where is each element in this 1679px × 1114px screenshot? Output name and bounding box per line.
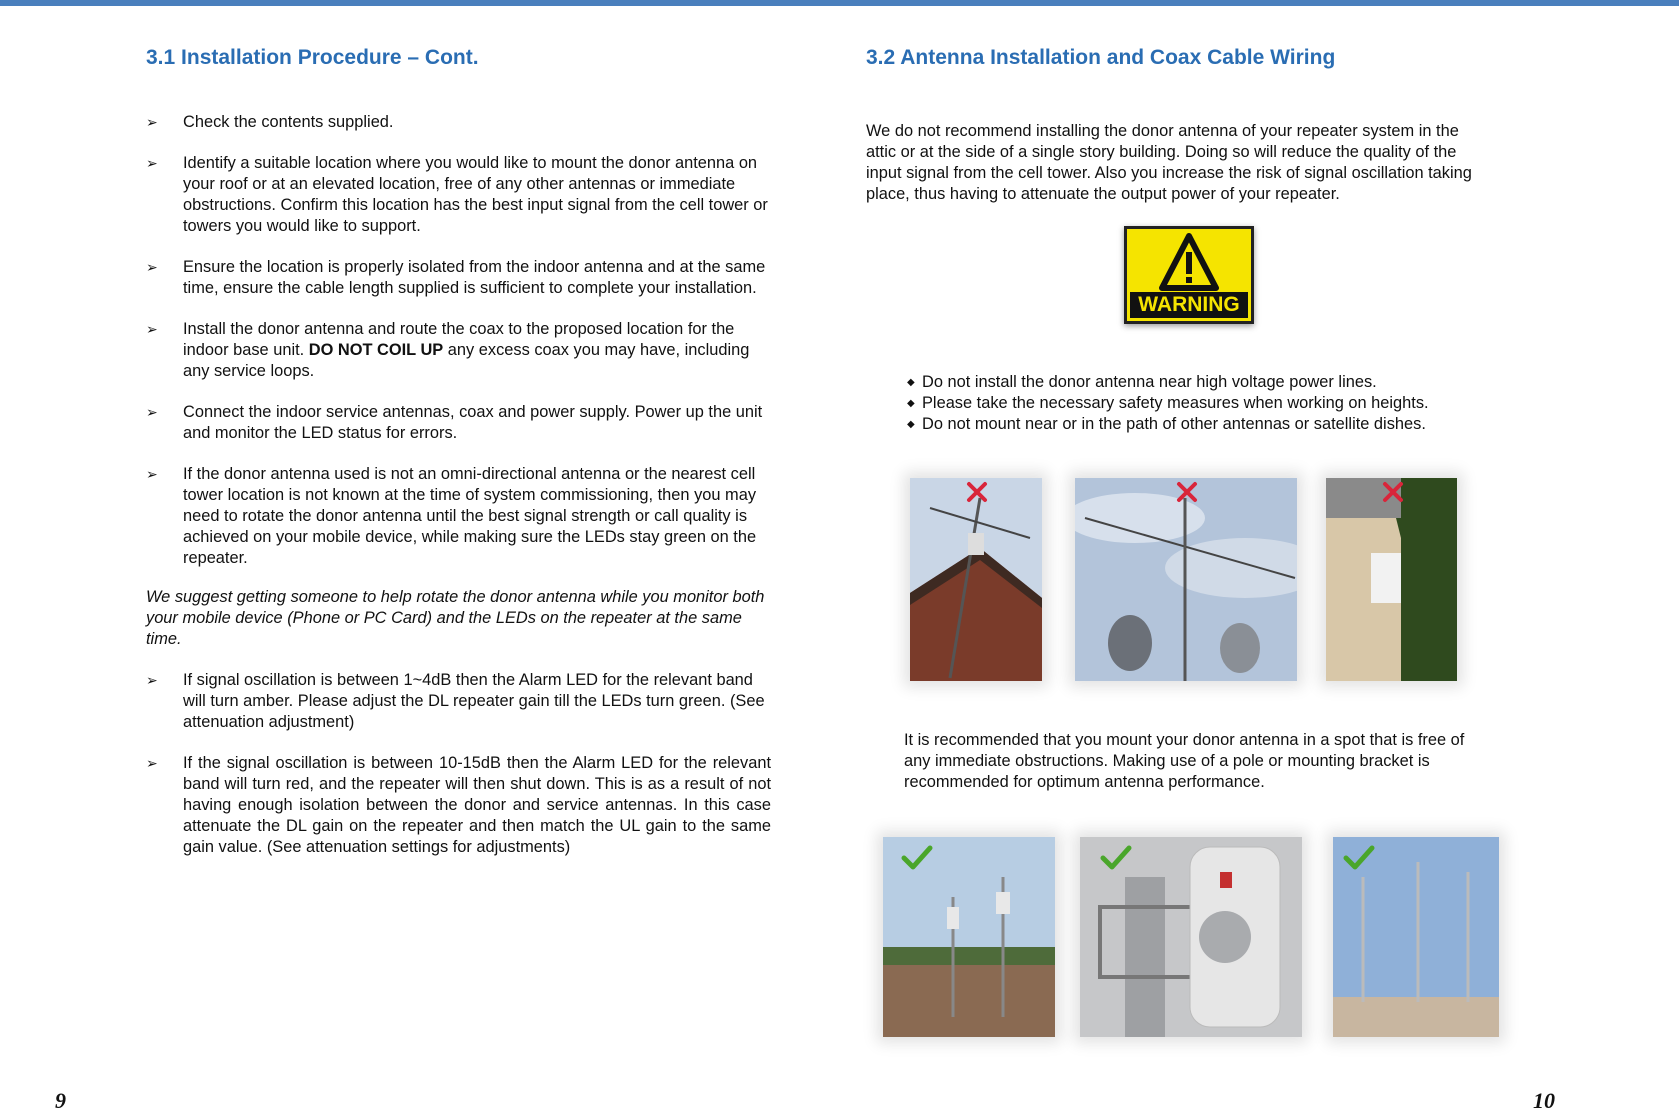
arrow-bullet-icon: ➢ bbox=[146, 466, 158, 482]
list-item: ➢ Identify a suitable location where you would like to mount the donor antenna on your roof or at an elevated location, free of any other antennas or immediate obstructions. Confirm this location has the best input signal from the cell tower or towers you would like to support. bbox=[146, 154, 768, 235]
good-install-photo-roof-poles bbox=[883, 837, 1055, 1037]
right-page bbox=[840, 0, 1679, 1111]
good-install-photo-wall-mounts bbox=[1333, 837, 1499, 1037]
left-page bbox=[0, 0, 840, 1111]
good-install-photo-bracket bbox=[1080, 837, 1302, 1037]
bad-x-icon bbox=[1381, 480, 1405, 509]
arrow-bullet-icon: ➢ bbox=[146, 755, 158, 771]
note-wrapper bbox=[146, 587, 771, 650]
section-title-3-1: 3.1 Installation Procedure – Cont. bbox=[146, 46, 479, 69]
warning-label: WARNING bbox=[1138, 293, 1240, 316]
list-item: ➢ If signal oscillation is between 1~4dB then the Alarm LED for the relevant band will turn amber. Please adjust the DL repeater gain till the LEDs turn green. (See attenuation adjustment) bbox=[146, 671, 765, 731]
list-item: ➢ Check the contents supplied. bbox=[146, 113, 394, 131]
page-number-right: 10 bbox=[1533, 1088, 1555, 1113]
arrow-bullet-icon: ➢ bbox=[146, 404, 158, 420]
list-item: ➢ If the donor antenna used is not an omni-directional antenna or the nearest cell tower location is not known at the time of system commissioning, then you may need to rotate the donor antenna until the best signal strength or call quality is achieved on your mobile device, while making sure the LEDs stay green on the repeater. bbox=[146, 465, 757, 567]
list-item: ◆ Do not mount near or in the path of other antennas or satellite dishes. bbox=[907, 415, 1426, 433]
arrow-bullet-icon: ➢ bbox=[146, 259, 158, 275]
diamond-bullet-icon: ◆ bbox=[907, 419, 915, 430]
list-item: ➢ Ensure the location is properly isolated from the indoor antenna and at the same time, ensure the cable length supplied is sufficient to complete your installation. bbox=[146, 258, 766, 297]
good-check-icon bbox=[1343, 845, 1375, 876]
arrow-bullet-icon: ➢ bbox=[146, 321, 158, 337]
installation-steps bbox=[146, 112, 771, 878]
list-item: ◆ Do not install the donor antenna near high voltage power lines. bbox=[907, 373, 1377, 391]
do-not-coil-warning: DO NOT COIL UP bbox=[308, 341, 444, 359]
list-item: ➢ Connect the indoor service antennas, coax and power supply. Power up the unit and monitor the LED status for errors. bbox=[146, 403, 763, 442]
good-check-icon bbox=[901, 845, 933, 876]
list-item: ➢ Install the donor antenna and route the coax to the proposed location for the indoor base unit. DO NOT COIL UP any excess coax you may have, including any service loops. bbox=[146, 320, 750, 380]
diamond-bullet-icon: ◆ bbox=[907, 377, 915, 388]
bad-x-icon bbox=[965, 480, 989, 509]
bad-install-photo-side-wall bbox=[1326, 478, 1457, 681]
section-title-3-2: 3.2 Antenna Installation and Coax Cable Wiring bbox=[866, 46, 1336, 69]
page-number-left: 9 bbox=[55, 1088, 66, 1113]
good-check-icon bbox=[1100, 845, 1132, 876]
diamond-bullet-icon: ◆ bbox=[907, 398, 915, 409]
list-item: ◆ Please take the necessary safety measures when working on heights. bbox=[907, 394, 1429, 412]
list-item: ➢ If the signal oscillation is between 10-15dB then the Alarm LED for the relevant band will turn red, and the repeater will then shut down. This is as a result of not having enough isolation between the donor and service antennas. In this case attenuate the DL gain on the repeater and then match the UL gain to the same gain value. (See attenuation settings for adjustments) bbox=[146, 754, 771, 856]
italic-note: We suggest getting someone to help rotate the donor antenna while you monitor both your mobile device (Phone or PC Card) and the LEDs on the repeater at the same time. bbox=[146, 588, 765, 648]
bad-install-photo-roof-antenna bbox=[910, 478, 1042, 681]
recommendation-paragraph: It is recommended that you mount your donor antenna in a spot that is free of any immediate obstructions. Making use of a pole or mounting bracket is recommended for optimum antenna performance. bbox=[904, 731, 1465, 791]
arrow-bullet-icon: ➢ bbox=[146, 155, 158, 171]
intro-paragraph: We do not recommend installing the donor antenna of your repeater system in the attic or at the side of a single story building. Doing so will reduce the quality of the input signal from the cell tower. Also you increase the risk of signal oscillation taking place, thus having to attenuate the output power of your repeater. bbox=[866, 122, 1472, 203]
bad-install-photo-satellite bbox=[1075, 478, 1297, 681]
arrow-bullet-icon: ➢ bbox=[146, 672, 158, 688]
warning-sign bbox=[1124, 226, 1254, 324]
safety-warnings bbox=[904, 372, 1429, 435]
arrow-bullet-icon: ➢ bbox=[146, 114, 158, 130]
bad-x-icon bbox=[1175, 480, 1199, 509]
